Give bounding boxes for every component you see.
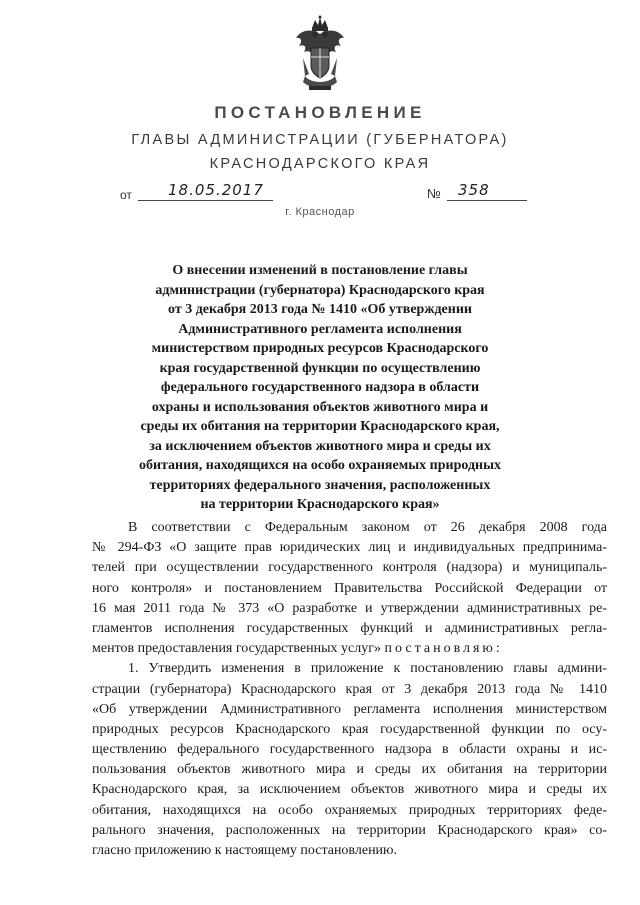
number-underline [447, 200, 527, 201]
body-line: 1. Утвердить изменения в приложение к постановлению главы админи- [128, 661, 607, 677]
title-line: за исключением объектов животного мира и среды их [149, 438, 491, 454]
title-line: администрации (губернатора) Краснодарского края [155, 282, 485, 298]
title-line: Административного регламента исполнения [178, 321, 462, 337]
document-type-title: ПОСТАНОВЛЕНИЕ [214, 103, 426, 122]
body-line-text: ментов предоставления государственных услуг» [92, 641, 382, 657]
document-body [92, 518, 607, 861]
city-label: г. Краснодар [285, 206, 355, 218]
body-line: гласно приложению к настоящему постановлению. [92, 843, 398, 858]
body-line: телей при осуществлении государственного контроля (надзора) и муниципаль- [92, 560, 607, 576]
title-line: территориях федерального значения, расположенных [149, 477, 491, 493]
body-line: В соответствии с Федеральным законом от 26 декабря 2008 года [128, 520, 607, 535]
body-line: пользования объектов животного мира и среды их обитания на территории [92, 762, 607, 778]
title-line: О внесении изменений в постановление главы [172, 263, 468, 278]
body-line: Краснодарского края, за исключением объектов животного мира и среды их [92, 782, 607, 798]
title-line: от 3 декабря 2013 года № 1410 «Об утверждении [168, 302, 472, 317]
title-line: среды их обитания на территории Краснодарского края, [140, 419, 500, 434]
region-title: КРАСНОДАРСКОГО КРАЯ [209, 156, 431, 172]
body-line: природных ресурсов Краснодарского края государственной функции по осу- [92, 721, 607, 737]
document-date: 18.05.2017 [168, 181, 264, 199]
resolve-word: постановляю: [384, 641, 503, 657]
title-line: края государственной функции по осуществлению [159, 360, 481, 376]
body-line: № 294-ФЗ «О защите прав юридических лиц и индивидуальных предпринима- [92, 540, 607, 556]
issuer-title: ГЛАВЫ АДМИНИСТРАЦИИ (ГУБЕРНАТОРА) [131, 132, 509, 148]
body-line: 16 мая 2011 года № 373 «О разработке и утверждении административных ре- [92, 600, 607, 616]
date-prefix: от [120, 188, 132, 202]
title-line: обитания, находящихся на особо охраняемых природных [138, 458, 502, 473]
body-line: ществлению федерального государственного надзора в области охраны и ис- [92, 742, 607, 758]
body-line: обитания, находящихся на особо охраняемых природных территориях феде- [92, 802, 607, 818]
body-line: страции (губернатора) Краснодарского края от 3 декабря 2013 года № 1410 [92, 681, 607, 697]
body-line [92, 639, 607, 659]
document-number: 358 [458, 181, 490, 199]
title-line: охраны и использования объектов животного мира и [151, 399, 489, 415]
body-line: ного контроля» и постановлением Правительства Российской Федерации от [92, 580, 607, 596]
title-line: федерального государственного надзора в области [160, 380, 480, 395]
title-line: министерством природных ресурсов Краснодарского [151, 341, 489, 356]
number-prefix: № [427, 186, 441, 201]
body-line: гламентов исполнения государственных функций и административных регла- [92, 620, 607, 636]
date-underline [138, 200, 273, 201]
document-subject-title [120, 261, 520, 515]
body-line: рального значения, расположенных на территории Краснодарского края» со- [92, 822, 607, 838]
body-line: «Об утверждении Административного регламента исполнения министерством [92, 701, 607, 717]
coat-of-arms-icon [293, 14, 347, 94]
title-line: на территории Краснодарского края» [200, 497, 440, 512]
